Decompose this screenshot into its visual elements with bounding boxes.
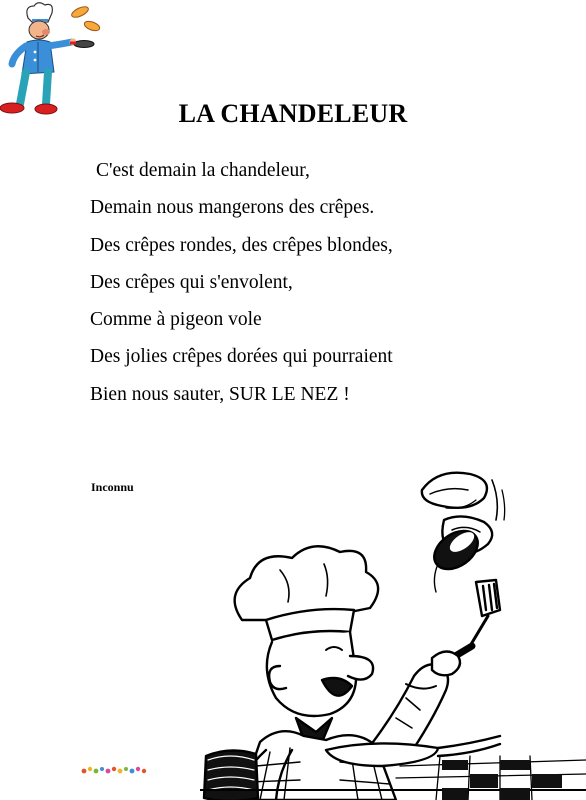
poem-line: Des crêpes rondes, des crêpes blondes, — [90, 234, 393, 256]
poem-author: Inconnu — [91, 480, 134, 494]
poem-line: Comme à pigeon vole — [90, 309, 262, 331]
poem-line: Bien nous sauter, SUR LE NEZ ! — [90, 383, 350, 405]
poem-line: Des crêpes qui s'envolent, — [90, 271, 293, 293]
poem-body — [90, 152, 393, 413]
poem-line: C'est demain la chandeleur, — [96, 160, 310, 181]
chef-with-spatula-and-crepes-illustration — [200, 460, 586, 800]
poem-line: Des jolies crêpes dorées qui pourraient — [90, 346, 393, 368]
poem-line: Demain nous mangerons des crêpes. — [90, 197, 375, 219]
poem-title: LA CHANDELEUR — [178, 99, 408, 128]
decorative-footer-logo-icon — [80, 763, 150, 777]
